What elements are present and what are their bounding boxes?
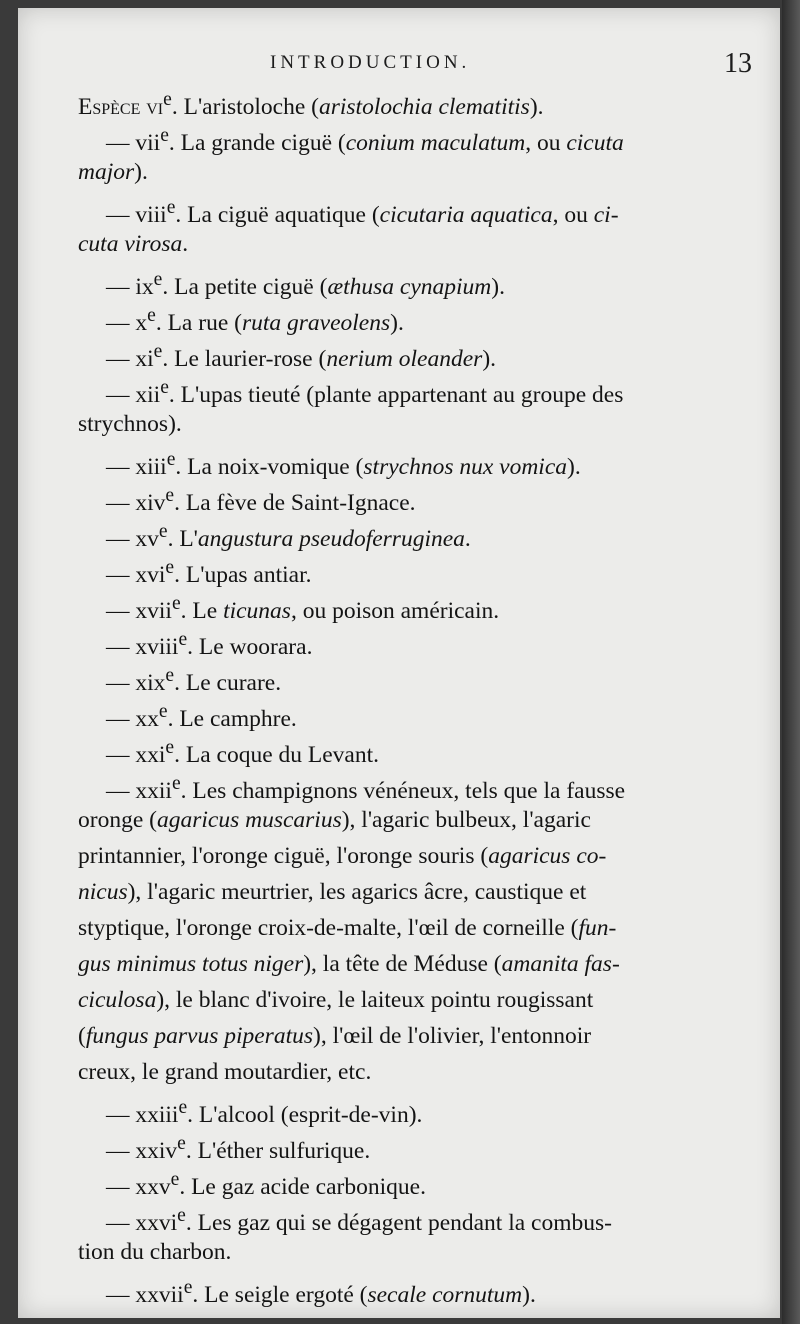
text-run: , ou [552, 201, 594, 228]
text-run: — xii [106, 381, 161, 408]
text-line [78, 82, 774, 118]
superscript: e [147, 305, 156, 326]
text-line [78, 658, 774, 694]
italic-text: fun- [578, 915, 617, 941]
text-run: styptique, l'oronge croix-de-malte, l'œil de corneille ( [78, 915, 579, 941]
text-line [78, 1198, 774, 1234]
superscript: e [163, 89, 172, 110]
italic-text: ruta graveolens [241, 309, 391, 336]
text-run: — xxvii [106, 1281, 184, 1308]
text-run: . L'alcool (esprit-de-vin). [187, 1101, 423, 1128]
text-run: — xv [106, 525, 159, 552]
text-line [78, 154, 774, 190]
italic-text: amanita fas- [501, 951, 620, 977]
text-line [78, 694, 774, 730]
text-run: . Les champignons vénéneux, tels que la fausse [180, 777, 626, 804]
text-run: . L' [167, 525, 198, 552]
text-run: tion du charbon. [78, 1239, 232, 1265]
text-run: strychnos). [78, 411, 182, 437]
text-run: — x [106, 309, 148, 336]
text-run: ), l'agaric bulbeux, l'agaric [341, 807, 591, 833]
superscript: e [158, 521, 168, 542]
italic-text: cuta virosa [78, 231, 183, 257]
text-run: . Le seigle ergoté ( [192, 1281, 368, 1308]
page-gutter [782, 0, 800, 1324]
text-run: ), la tête de Méduse ( [303, 951, 502, 977]
text-line [78, 622, 774, 658]
text-line [78, 190, 774, 226]
text-run: . Les gaz qui se dégagent pendant la combus- [185, 1209, 612, 1236]
italic-text: gus minimus totus niger [78, 951, 304, 977]
superscript: e [178, 1097, 188, 1118]
text-run: — xxiv [106, 1137, 178, 1164]
page-number: 13 [724, 48, 752, 79]
superscript: e [160, 125, 169, 146]
italic-text: ciculosa [78, 987, 157, 1013]
superscript: e [165, 557, 175, 578]
italic-text: cicutaria aquatica [379, 201, 553, 228]
italic-text: æthusa cynapium [327, 273, 492, 300]
italic-text: angustura pseudoferruginea [197, 525, 465, 552]
text-run: ), l'agaric meurtrier, les agarics âcre, caustique et [127, 879, 587, 905]
text-run: . Le woorara. [187, 633, 313, 660]
superscript: e [177, 1133, 186, 1154]
italic-text: secale cornutum [367, 1281, 523, 1308]
text-run: . Le [180, 597, 224, 624]
text-run: . L'upas tieuté (plante appartenant au groupe des [168, 381, 624, 408]
italic-text: major [78, 159, 135, 185]
text-line [78, 226, 774, 262]
text-run: . La fève de Saint-Ignace. [174, 489, 416, 516]
text-run: . [464, 525, 471, 552]
italic-text: ticunas [223, 597, 291, 624]
text-line [78, 1054, 774, 1090]
text-run: — xxii [106, 777, 172, 804]
text-run: — xxv [106, 1173, 171, 1200]
text-line [78, 946, 774, 982]
text-line [78, 910, 774, 946]
text-line [78, 586, 774, 622]
text-run: ). [134, 159, 148, 185]
text-run: . La coque du Levant. [174, 741, 379, 768]
text-run: . L'upas antiar. [174, 561, 312, 588]
superscript: e [153, 269, 163, 290]
text-line [78, 370, 774, 406]
superscript: e [177, 1205, 186, 1226]
text-run: — xviii [106, 633, 179, 660]
italic-text: cicuta [566, 129, 624, 156]
italic-text: agaricus co- [488, 843, 607, 869]
superscript: e [153, 341, 163, 362]
superscript: e [183, 1277, 193, 1298]
text-line [78, 1126, 774, 1162]
italic-text: nerium oleander [326, 345, 483, 372]
text-run: . La rue ( [155, 309, 242, 336]
text-line [78, 1270, 774, 1306]
text-run: — xix [106, 669, 166, 696]
superscript: e [165, 485, 175, 506]
body-text [78, 82, 774, 1306]
text-line [78, 334, 774, 370]
text-run: — xx [106, 705, 159, 732]
superscript: e [171, 593, 181, 614]
superscript: e [165, 665, 175, 686]
text-run: ). [529, 93, 544, 120]
italic-text: aristolochia clematitis [318, 93, 530, 120]
text-run: — xxvi [106, 1209, 178, 1236]
italic-text: conium maculatum [345, 129, 526, 156]
text-line [78, 406, 774, 442]
italic-text: strychnos nux vomica [363, 453, 568, 480]
text-run: oronge ( [78, 807, 157, 833]
text-run: ). [482, 345, 497, 372]
text-run: — xxiii [106, 1101, 179, 1128]
italic-text: ci- [593, 201, 619, 228]
text-run: printannier, l'oronge ciguë, l'oronge souris ( [78, 843, 489, 869]
text-run: — xiii [106, 453, 167, 480]
text-run: . [182, 231, 189, 257]
text-run: — viii [106, 201, 167, 228]
text-line [78, 478, 774, 514]
text-run: — xvi [106, 561, 166, 588]
superscript: e [166, 197, 176, 218]
superscript: e [166, 449, 176, 470]
text-run: , ou poison américain. [290, 597, 500, 624]
text-line [78, 1234, 774, 1270]
text-line [78, 1018, 774, 1054]
text-run: . La grande ciguë ( [168, 129, 346, 156]
text-line [78, 874, 774, 910]
text-run: — xi [106, 345, 154, 372]
text-line [78, 838, 774, 874]
superscript: e [158, 701, 168, 722]
text-run: Espèce vi [78, 93, 164, 120]
text-line [78, 442, 774, 478]
text-run: — ix [106, 273, 154, 300]
text-run: ). [567, 453, 581, 480]
text-line [78, 118, 774, 154]
text-line [78, 514, 774, 550]
text-run: . Le camphre. [167, 705, 297, 732]
text-line [78, 550, 774, 586]
text-run: . La petite ciguë ( [162, 273, 328, 300]
superscript: e [178, 629, 188, 650]
text-run [78, 802, 591, 838]
italic-text: fungus parvus piperatus [85, 1023, 314, 1049]
text-run: ), l'œil de l'olivier, l'entonnoir [313, 1023, 592, 1049]
text-run: . Le laurier-rose ( [162, 345, 327, 372]
text-run: — xvii [106, 597, 172, 624]
text-run: . L'éther sulfurique. [185, 1137, 371, 1164]
text-run: ( [78, 1023, 86, 1049]
text-line [78, 1090, 774, 1126]
text-line [78, 262, 774, 298]
text-run: — xiv [106, 489, 166, 516]
book-page [18, 8, 780, 1318]
text-line [78, 982, 774, 1018]
text-run: . Le gaz acide carbonique. [179, 1173, 426, 1200]
italic-text: agaricus muscarius [156, 807, 342, 833]
text-line [78, 802, 774, 838]
superscript: e [171, 773, 181, 794]
text-run: — vii [106, 129, 161, 156]
text-run: creux, le grand moutardier, etc. [78, 1059, 372, 1085]
text-run: ). [390, 309, 404, 336]
text-run: . Le curare. [174, 669, 282, 696]
text-run: ). [522, 1281, 536, 1308]
text-run: ), le blanc d'ivoire, le laiteux pointu rougissant [156, 987, 594, 1013]
text-line [78, 1162, 774, 1198]
superscript: e [170, 1169, 180, 1190]
italic-text: nicus [78, 879, 128, 905]
text-run: ). [491, 273, 505, 300]
text-run: . La ciguë aquatique ( [175, 201, 380, 228]
superscript: e [165, 737, 175, 758]
text-line [78, 298, 774, 334]
text-run: . La noix-vomique ( [175, 453, 364, 480]
running-head: INTRODUCTION. [270, 52, 471, 73]
text-line [78, 730, 774, 766]
text-run: — xxi [106, 741, 166, 768]
superscript: e [160, 377, 169, 398]
text-line [78, 766, 774, 802]
text-run: . L'aristoloche ( [171, 93, 319, 120]
text-run: , ou [525, 129, 567, 156]
